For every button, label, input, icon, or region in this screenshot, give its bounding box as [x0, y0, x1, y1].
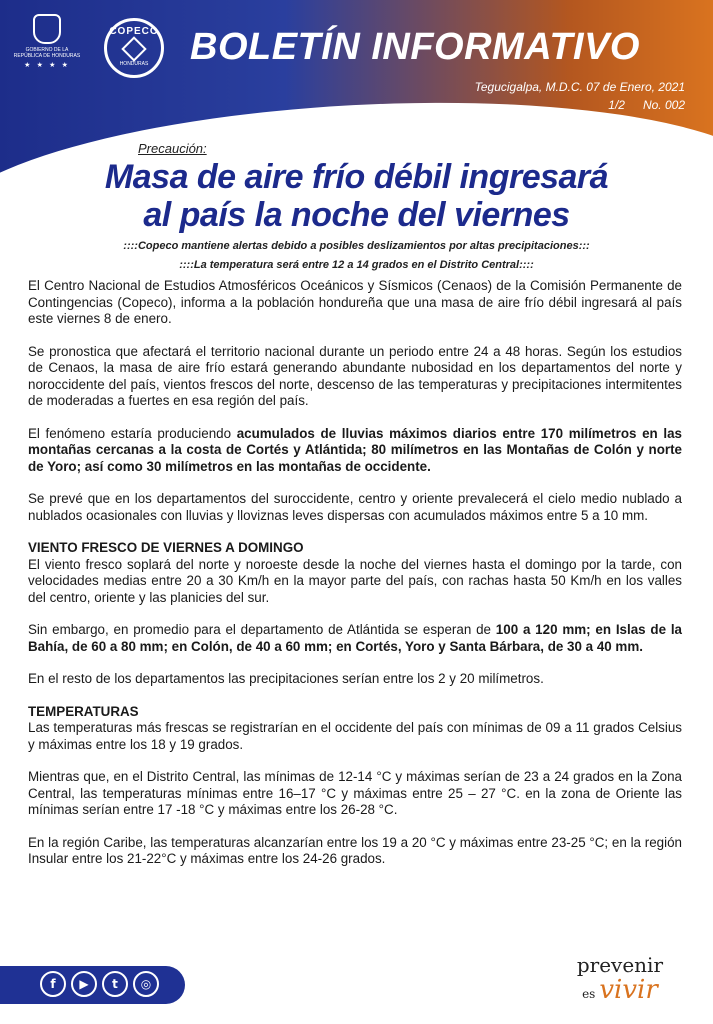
paragraph-10: En la región Caribe, las temperaturas alcanzarían entre los 19 a 20 °C y máximas entre 23-25 °C; en la región Insular entre los 21-22°C y máximas entre los 24-26 grados.	[28, 834, 682, 866]
youtube-icon[interactable]: ▶	[71, 971, 97, 997]
paragraph-6-lead: Sin embargo, en promedio para el departamento de Atlántida se esperan de	[28, 622, 496, 637]
copeco-logo	[104, 18, 164, 78]
twitter-icon[interactable]: t	[102, 971, 128, 997]
copeco-diamond-icon	[121, 36, 146, 61]
paragraph-4: Se prevé que en los departamentos del suroccidente, centro y oriente prevalecerá el cielo medio nublado a nublados ocasionales con lluvias y lloviznas leves dispersas con acumulados máximos entre 5 a 10 mm.	[28, 491, 682, 523]
copeco-logo-bottom-text: HONDURAS	[119, 61, 149, 67]
slogan-word-1: prevenir	[576, 953, 663, 977]
headline	[20, 158, 693, 234]
headline-line-2: al país la noche del viernes	[143, 196, 570, 234]
gov-stars: ★ ★ ★ ★	[24, 61, 70, 69]
section-heading-temperatures: TEMPERATURAS	[28, 703, 139, 719]
paragraph-6-bold: 100 a 120 mm; en Islas de la Bahía, de 60 a 80 mm; en Colón, de 40 a 60 mm; en Cortés, Yoro y Santa Bárbara, de 30 a 40 mm.	[28, 622, 682, 654]
paragraph-9: Mientras que, en el Distrito Central, las mínimas de 12-14 °C y máximas serían de 23 a 24 grados en la Zona Central, las temperaturas mínimas entre 16–17 °C y máximas entre 25 – 27 °C. en la zona de Oriente las mínimas serían entre 17 -18 °C y máximas entre los 26-28 °C.	[28, 769, 682, 817]
paragraph-2: Se pronostica que afectará el territorio nacional durante un periodo entre 24 a 48 horas. Según los estudios de Cenaos, la masa de aire frío estará generando abundante nubosidad en los departamentos del norte y noroccidente del país, vientos frescos del norte, descenso de las temperaturas y precipitaciones intermitentes de moderadas a fuertes en esa región del país.	[28, 343, 682, 408]
headline-line-1: Masa de aire frío débil ingresará	[104, 158, 609, 196]
slogan-word-3: vivir	[599, 975, 658, 1005]
subheadline-1: ::::Copeco mantiene alertas debido a posibles deslizamientos por altas precipitaciones:::	[123, 240, 590, 252]
subheadline-2: ::::La temperatura será entre 12 a 14 grados en el Distrito Central::::	[179, 259, 534, 271]
page-indicator: 1/2	[608, 98, 625, 112]
article-body	[28, 278, 682, 868]
paragraph-1: El Centro Nacional de Estudios Atmosféricos Oceánicos y Sísmicos (Cenaos) de la Comisión Permanente de Contingencias (Copeco), informa a la población hondureña que una masa de aire frío débil ingresará al país este viernes 8 de enero.	[28, 278, 682, 326]
paragraph-3	[28, 426, 682, 476]
bulletin-number: No. 002	[642, 98, 685, 112]
gov-logo-text: GOBIERNO DE LA REPÚBLICA DE HONDURAS	[13, 47, 81, 59]
coat-of-arms-icon	[33, 14, 61, 44]
kicker: Precaución:	[138, 141, 207, 156]
paragraph-7: En el resto de los departamentos las precipitaciones serían entre los 2 y 20 milímetros.	[28, 671, 544, 686]
slogan-word-2: es	[582, 987, 596, 1001]
paragraph-3-lead: El fenómeno estaría produciendo	[28, 425, 237, 441]
paragraph-6	[28, 622, 682, 655]
government-logo	[12, 14, 82, 80]
bulletin-page-info	[590, 98, 685, 112]
paragraph-3-bold: acumulados de lluvias máximos diarios entre 170 milímetros en las montañas cercanas a la costa de Cortés y Atlántida; 80 milímetros en las Montañas de Colón y norte de Yoro; así como 30 milímetros en las montañas de occidente.	[28, 425, 682, 474]
instagram-icon[interactable]: ◎	[133, 971, 159, 997]
facebook-icon[interactable]: f	[40, 971, 66, 997]
paragraph-8: Las temperaturas más frescas se registrarían en el occidente del país con mínimas de 09 a 11 grados Celsius y máximas entre los 18 y 19 grados.	[28, 720, 682, 752]
paragraph-5: El viento fresco soplará del norte y noroeste desde la noche del viernes hasta el domingo por la tarde, con velocidades medias entre 20 a 30 Km/h en la mayor parte del país, con rachas hasta 50 Km/h en los valles del centro, oriente y las planicies del sur.	[28, 556, 682, 605]
bulletin-date: Tegucigalpa, M.D.C. 07 de Enero, 2021	[474, 80, 685, 94]
bulletin-title: BOLETÍN INFORMATIVO	[190, 26, 640, 68]
copeco-logo-top-text: COPECO	[109, 26, 159, 37]
section-heading-wind: VIENTO FRESCO DE VIERNES A DOMINGO	[28, 540, 304, 555]
slogan	[577, 955, 663, 1005]
